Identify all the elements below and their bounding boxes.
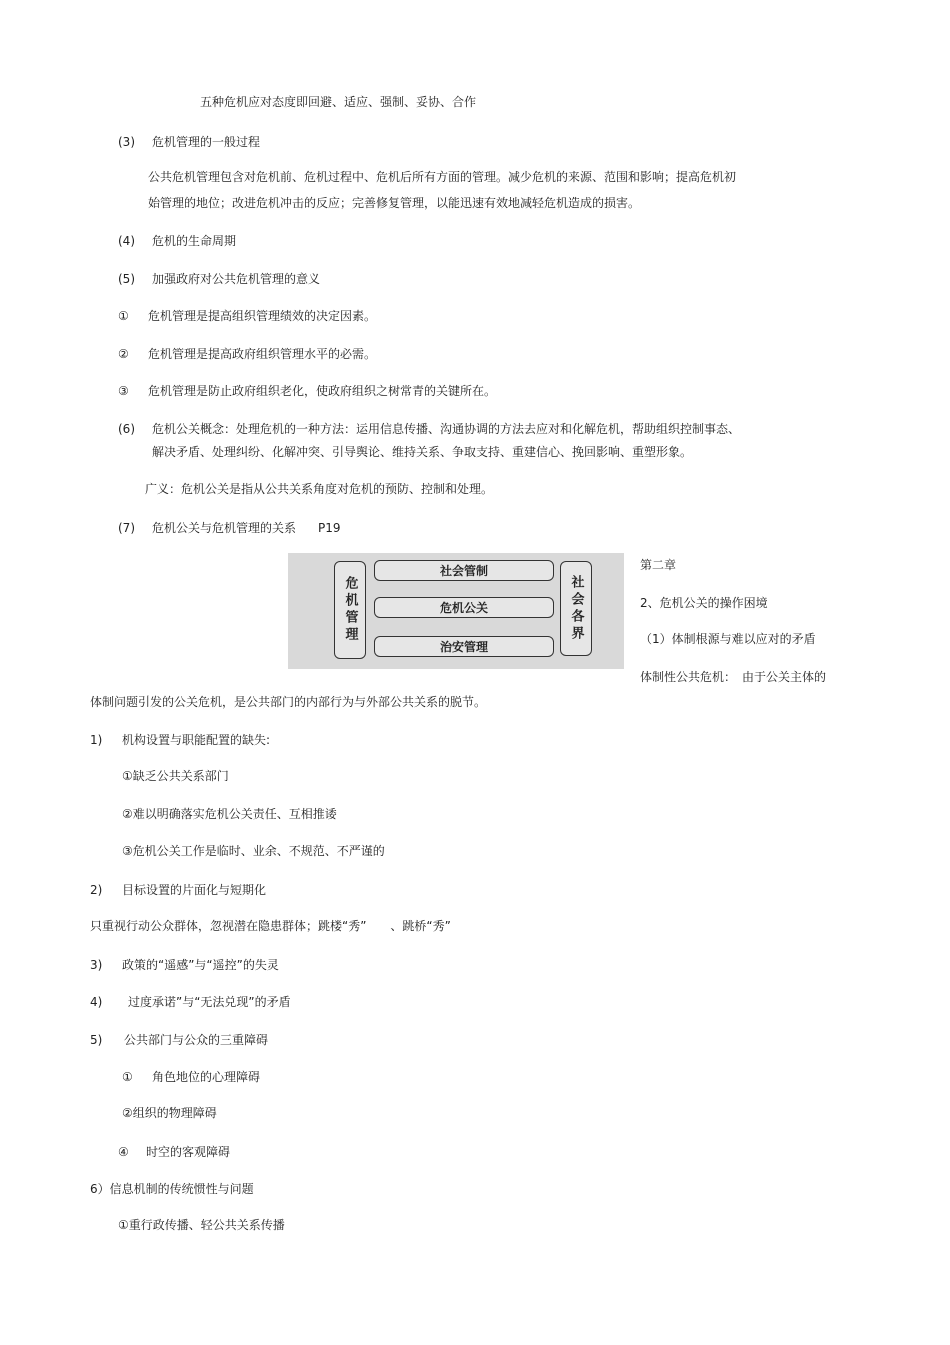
item-text: 时空的客观障碍 (146, 1145, 231, 1159)
item-text: 目标设置的片面化与短期化 (122, 883, 267, 897)
item-number: (3) (118, 135, 135, 149)
text-line: ②组织的物理障碍 (122, 1106, 217, 1120)
item-text: 危机管理是提高组织管理绩效的决定因素。 (148, 309, 377, 323)
item-text: 过度承诺”与“无法兑现”的矛盾 (128, 995, 291, 1009)
text-line: ②难以明确落实危机公关责任、互相推诿 (122, 807, 337, 821)
item-number: ② (118, 347, 129, 361)
diagram-box-social-control: 社会管制 (374, 560, 554, 581)
text-line: ①缺乏公共关系部门 (122, 769, 229, 783)
item-number: (5) (118, 272, 135, 286)
item-number: 5) (90, 1033, 103, 1047)
page-ref: P19 (318, 521, 341, 535)
section-title: 2、危机公关的操作困境 (640, 596, 768, 610)
list-item (118, 383, 496, 399)
item-text: 加强政府对公共危机管理的意义 (152, 272, 321, 286)
text-line: 解决矛盾、处理纠纷、化解冲突、引导舆论、维持关系、争取支持、重建信心、挽回影响、重塑形象。 (152, 445, 693, 459)
list-item (118, 346, 376, 362)
diagram-box-public-security: 治安管理 (374, 636, 554, 657)
item-text: 危机管理的一般过程 (152, 135, 261, 149)
item-text: 危机公关概念：处理危机的一种方法：运用信息传播、沟通协调的方法去应对和化解危机，帮助组织控制事态、 (152, 422, 741, 436)
text-line: 体制性公共危机： 由于公关主体的 (640, 670, 827, 684)
item-number: ① (118, 309, 129, 323)
item-text: 机构设置与职能配置的缺失: (122, 733, 271, 747)
list-item (118, 308, 376, 324)
heading-5 (118, 271, 320, 287)
item-text: 公共部门与公众的三重障碍 (124, 1033, 269, 1047)
list-item (90, 1032, 268, 1048)
item-text: 危机管理是提高政府组织管理水平的必需。 (148, 347, 377, 361)
item-text: 危机的生命周期 (152, 234, 237, 248)
item-number: 4) (90, 995, 103, 1009)
item-number: 1) (90, 733, 103, 747)
list-item (90, 994, 291, 1010)
item-text: 危机公关与危机管理的关系 (152, 521, 297, 535)
text-line: 始管理的地位；改进危机冲击的反应；完善修复管理，以能迅速有效地减轻危机造成的损害。 (148, 196, 641, 210)
list-item (122, 1069, 260, 1085)
item-number: (7) (118, 521, 135, 535)
chapter-title: 第二章 (640, 558, 677, 572)
subsection-title: （1）体制根源与难以应对的矛盾 (640, 632, 816, 646)
text-line: 6）信息机制的传统惯性与问题 (90, 1182, 254, 1196)
item-number: ④ (118, 1145, 129, 1159)
item-number: ① (122, 1070, 133, 1084)
heading-3 (118, 134, 260, 150)
text-line: 公共危机管理包含对危机前、危机过程中、危机后所有方面的管理。减少危机的来源、范围和影响；提高危机初 (148, 170, 737, 184)
item-number: (6) (118, 422, 135, 436)
diagram-box-all-sectors: 社会各界 (560, 561, 592, 656)
list-item (118, 1144, 230, 1160)
diagram-box-crisis-pr: 危机公关 (374, 597, 554, 618)
item-number: (4) (118, 234, 135, 248)
text-line: ①重行政传播、轻公共关系传播 (118, 1218, 285, 1232)
text-line: ③危机公关工作是临时、业余、不规范、不严谨的 (122, 844, 385, 858)
item-number: ③ (118, 384, 129, 398)
heading-6 (118, 421, 740, 437)
relation-diagram (288, 553, 624, 669)
list-item (90, 732, 270, 748)
item-number: 3) (90, 958, 103, 972)
text-line: 体制问题引发的公关危机，是公共部门的内部行为与外部公共关系的脱节。 (90, 695, 487, 709)
item-number: 2) (90, 883, 103, 897)
item-text: 危机管理是防止政府组织老化，使政府组织之树常青的关键所在。 (148, 384, 497, 398)
heading-4 (118, 233, 236, 249)
list-item (90, 957, 279, 973)
text-line: 广义：危机公关是指从公共关系角度对危机的预防、控制和处理。 (145, 482, 494, 496)
list-item (90, 882, 266, 898)
text-line: 只重视行动公众群体，忽视潜在隐患群体；跳楼“秀” 、跳桥“秀” (90, 919, 451, 933)
heading-7 (118, 520, 341, 536)
item-text: 政策的“遥感”与“遥控”的失灵 (122, 958, 279, 972)
text-line: 五种危机应对态度即回避、适应、强制、妥协、合作 (200, 95, 477, 109)
diagram-box-crisis-management: 危机管理 (334, 561, 366, 659)
item-text: 角色地位的心理障碍 (152, 1070, 261, 1084)
